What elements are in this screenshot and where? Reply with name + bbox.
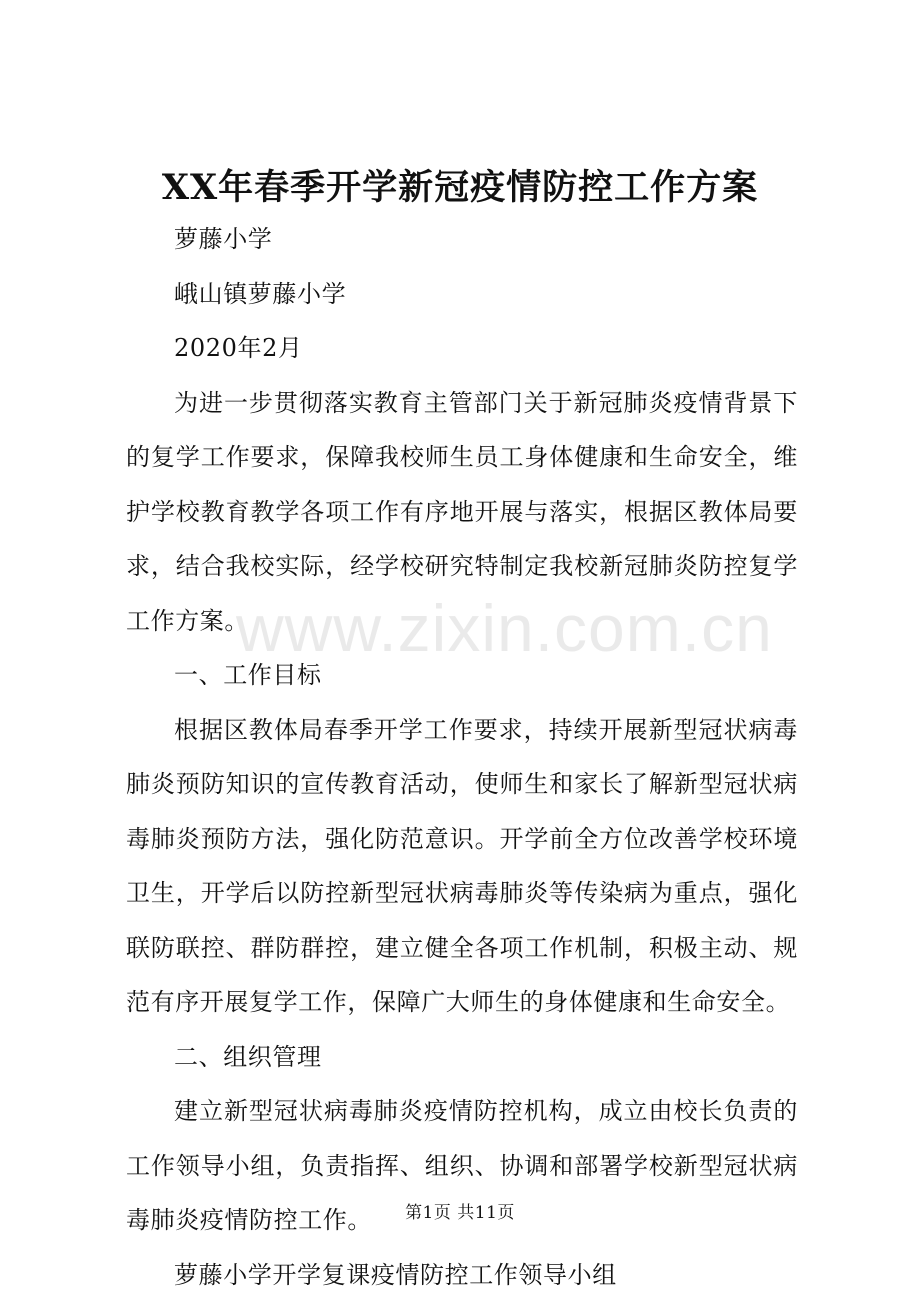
document-title: XX年春季开学新冠疫情防控工作方案 <box>161 167 759 208</box>
page-footer: 第1页 共11页 <box>405 1203 515 1223</box>
paragraph-school-name: 萝藤小学 <box>174 225 273 253</box>
section-heading-goals: 一、工作目标 <box>174 661 322 689</box>
watermark: www.zixin.com.cn <box>236 591 773 665</box>
paragraph-goals: 根据区教体局春季开学工作要求，持续开展新型冠状病毒肺炎预防知识的宣传教育活动，使师生和家长了解新型冠状病毒肺炎预防方法，强化防范意识。开学前全方位改善学校环境卫生，开学后以防控新型冠状病毒肺炎等传染病为重点，强化联防联控、群防群控，建立健全各项工作机制，积极主动、规范有序开展复学工作，保障广大师生的身体健康和生命安全。 <box>126 715 798 1016</box>
paragraph-leading-group: 萝藤小学开学复课疫情防控工作领导小组 <box>174 1260 617 1289</box>
section-heading-organization: 二、组织管理 <box>174 1042 322 1071</box>
paragraph-school-full-name: 峨山镇萝藤小学 <box>174 279 347 308</box>
document-body <box>126 212 798 1302</box>
paragraph-organization: 建立新型冠状病毒肺炎疫情防控机构，成立由校长负责的工作领导小组，负责指挥、组织、协调和部署学校新型冠状病毒肺炎疫情防控工作。 <box>126 1097 798 1234</box>
paragraph-intro: 为进一步贯彻落实教育主管部门关于新冠肺炎疫情背景下的复学工作要求，保障我校师生员工身体健康和生命安全，维护学校教育教学各项工作有序地开展与落实，根据区教体局要求，结合我校实际，经学校研究特制定我校新冠肺炎防控复学工作方案。 <box>126 388 798 635</box>
paragraph-date: 2020年2月 <box>174 334 303 362</box>
